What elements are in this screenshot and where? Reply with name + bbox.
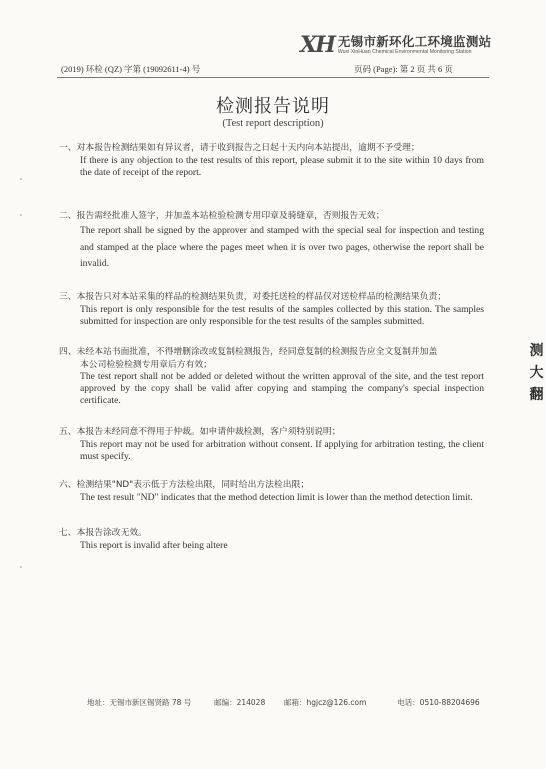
scan-speck	[20, 566, 22, 568]
report-number: (2019) 环检 (QZ) 字第 (19092611-4) 号	[61, 64, 201, 74]
station-name-cn: 无锡市新环化工环境监测站	[337, 34, 492, 49]
clause-6-en: The test result "ND" indicates that the method detection limit is lower than the method detection limit.	[80, 492, 473, 503]
clause-5-en: This report may not be used for arbitration without consent. If applying for arbitration testing, the client must specify.	[80, 439, 484, 462]
clause-5	[59, 425, 484, 463]
station-logo	[300, 34, 491, 56]
footer-contact	[87, 697, 480, 708]
clause-3-cn: 三、本报告只对本站采集的样品的检测结果负责，对委托送检的样品仅对送检样品的检测结果负责；	[59, 292, 447, 302]
clause-4-cn: 四、未经本站书面批准，不得增删涂改或复制检测报告，经同意复制的检测报告应全文复制并加盖	[59, 347, 438, 357]
footer-address: 地址：无锡市新区锡贤路 78 号	[87, 698, 192, 707]
station-name-en: Wuxi XinHuan Chemical Environmental Monitoring Station	[337, 49, 472, 55]
clause-1	[59, 141, 484, 179]
logo-mark: XH	[300, 32, 334, 58]
footer-phone: 电话：0510-88204696	[397, 698, 480, 707]
seam-stamp-char-1: 测	[529, 343, 544, 359]
page-subtitle: (Test report description)	[222, 118, 324, 129]
clause-7-cn: 七、本报告涂改无效。	[59, 528, 147, 538]
clause-2	[59, 209, 484, 273]
clause-7-en: This report is invalid after being altere	[80, 540, 228, 551]
clause-4-cn-cont: 本公司检验检测专用章后方有效；	[80, 360, 212, 370]
page-title: 检测报告说明	[216, 96, 330, 117]
clause-6	[59, 478, 484, 504]
seam-stamp-fragment	[527, 340, 546, 450]
clause-4	[59, 345, 484, 407]
scan-speck	[20, 178, 22, 180]
seam-stamp-char-3: 翻	[529, 387, 544, 403]
footer-postcode: 邮编：214028	[214, 698, 266, 707]
header-divider	[57, 77, 489, 78]
footer-email: 邮箱：hgjcz@126.com	[284, 698, 367, 707]
page-indicator: 页码 (Page): 第 2 页 共 6 页	[354, 64, 453, 74]
clause-1-en: If there is any objection to the test results of this report, please submit it to the site within 10 days from the date of receipt of the report.	[80, 155, 484, 178]
seam-stamp-char-2: 大	[529, 365, 544, 381]
clause-5-cn: 五、本报告未经同意不得用于仲裁。如申请仲裁检测，客户须特别说明；	[59, 427, 341, 437]
clause-7	[59, 526, 484, 552]
clause-2-cn: 二、报告需经批准人签字，并加盖本站检验检测专用印章及骑缝章，否则报告无效；	[59, 211, 385, 221]
logo-text	[338, 34, 492, 56]
clause-4-en: The test report shall not be added or deleted without the written approval of the site, and the test report approved by the copy shall be valid after copying and stamping the company's special inspection certificate.	[80, 371, 484, 406]
clause-3-en: This report is only responsible for the test results of the samples collected by this station. The samples submitted for inspection are only responsible for the test results of the samples submitted.	[80, 304, 484, 327]
clause-6-cn: 六、检测结果"ND"表示低于方法检出限，同时给出方法检出限；	[59, 480, 310, 490]
clause-3	[59, 290, 484, 328]
scan-speck	[20, 214, 22, 216]
clause-1-cn: 一、对本报告检测结果如有异议者，请于收到报告之日起十天内向本站提出，逾期不予受理；	[59, 143, 420, 153]
clause-2-en: The report shall be signed by the approver and stamped with the special seal for inspection and testing and stamped at the place where the pages meet when it is over two pages, otherwise the report shall be invalid.	[80, 225, 484, 269]
